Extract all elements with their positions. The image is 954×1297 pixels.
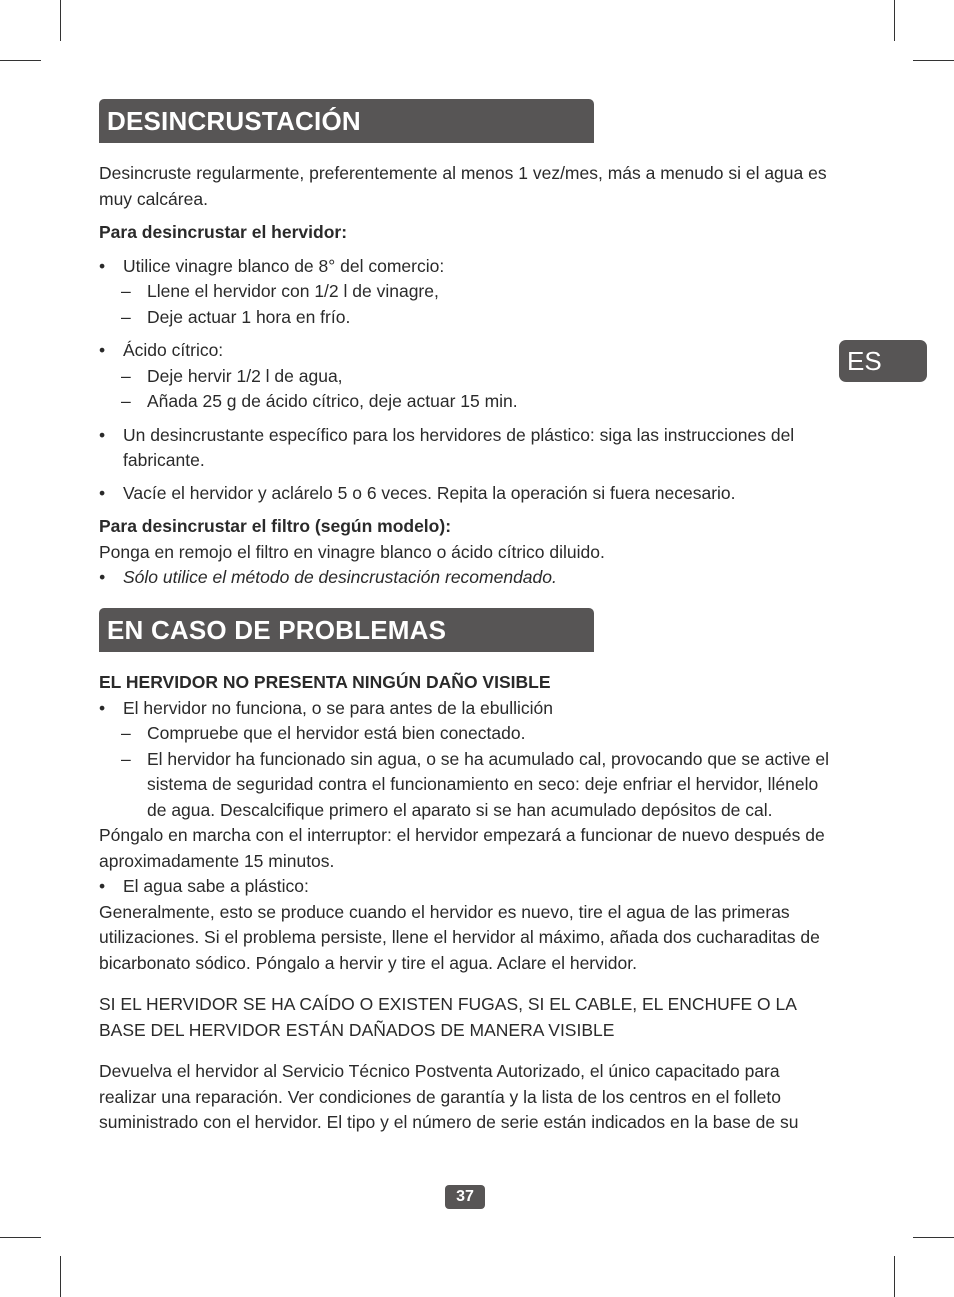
list-subitem: – Llene el hervidor con 1/2 l de vinagre, [99, 279, 837, 305]
crop-mark [0, 60, 41, 61]
dash-marker: – [121, 723, 131, 743]
list-item: • Ácido cítrico: [99, 338, 837, 364]
intro-paragraph: Desincruste regularmente, preferentemente al menos 1 vez/mes, más a menudo si el agua es muy calcárea. [99, 163, 827, 209]
dash-marker: – [121, 391, 131, 411]
crop-mark [894, 1256, 895, 1297]
list-subitem: – Deje actuar 1 hora en frío. [99, 305, 837, 331]
page-number: 37 [445, 1185, 485, 1209]
crop-mark [60, 0, 61, 41]
list-item: • Vacíe el hervidor y aclárelo 5 o 6 veces. Repita la operación si fuera necesario. [99, 481, 837, 507]
list-subitem: – Añada 25 g de ácido cítrico, deje actuar 15 min. [99, 389, 837, 415]
paragraph: Generalmente, esto se produce cuando el hervidor es nuevo, tire el agua de las primeras utilizaciones. Si el problema persiste, llene el hervidor al máximo, añada dos cucharaditas de bicarbonato sódico. Póngalo a hervir y tire el agua. Aclare el hervidor. [99, 901, 820, 973]
dash-marker: – [121, 306, 131, 327]
crop-mark [913, 1237, 954, 1238]
bullet-marker: • [99, 876, 106, 896]
kettle-heading: Para desincrustar el hervidor: [99, 222, 348, 242]
list-item: • El hervidor no funciona, o se para antes de la ebullición [99, 696, 837, 722]
bullet-marker: • [99, 567, 106, 587]
bullet-marker: • [99, 697, 106, 718]
subheading-no-damage: EL HERVIDOR NO PRESENTA NINGÚN DAÑO VISIBLE [99, 672, 551, 692]
list-item: • Utilice vinagre blanco de 8° del comercio: [99, 254, 837, 280]
dash-marker: – [121, 748, 131, 769]
dash-marker: – [121, 281, 131, 301]
list-item: • Un desincrustante específico para los hervidores de plástico: siga las instrucciones del fabricante. [99, 424, 795, 470]
bullet-marker: • [99, 424, 106, 445]
troubleshooting-content [99, 670, 837, 1136]
paragraph: Devuelva el hervidor al Servicio Técnico Postventa Autorizado, el único capacitado para realizar una reparación. Ver condiciones de garantía y la lista de los centros en el folleto suministrado con el hervidor. El tipo y el número de serie están indicados en la base de su [99, 1061, 799, 1132]
paragraph: Póngalo en marcha con el interruptor: el hervidor empezará a funcionar de nuevo después de aproximadamente 15 minutos. [99, 825, 825, 871]
crop-mark [0, 1237, 41, 1238]
bullet-marker: • [99, 255, 106, 276]
list-subitem: – Deje hervir 1/2 l de agua, [99, 364, 837, 390]
note-item: • Sólo utilice el método de desincrustación recomendado. [99, 565, 837, 591]
dash-marker: – [121, 365, 131, 386]
section-title-troubleshooting: EN CASO DE PROBLEMAS [99, 608, 594, 652]
crop-mark [60, 1256, 61, 1297]
filter-heading: Para desincrustar el filtro (según modelo): [99, 516, 452, 536]
list-item: • El agua sabe a plástico: [99, 874, 837, 900]
filter-paragraph: Ponga en remojo el filtro en vinagre blanco o ácido cítrico diluido. [99, 541, 605, 562]
language-tab: ES [839, 340, 927, 382]
descaling-content [99, 161, 837, 591]
crop-mark [913, 60, 954, 61]
crop-mark [894, 0, 895, 41]
subheading-damaged: SI EL HERVIDOR SE HA CAÍDO O EXISTEN FUGAS, SI EL CABLE, EL ENCHUFE O LA BASE DEL HERVIDOR ESTÁN DAÑADOS DE MANERA VISIBLE [99, 994, 796, 1040]
bullet-marker: • [99, 482, 106, 503]
list-subitem: – Compruebe que el hervidor está bien conectado. [99, 721, 837, 747]
section-title-descaling: DESINCRUSTACIÓN [99, 99, 594, 143]
list-subitem: – El hervidor ha funcionado sin agua, o se ha acumulado cal, provocando que se active el sistema de seguridad contra el funcionamiento en seco: deje enfriar el hervidor, llénelo de agua. Descalcifique primero el aparato si se han acumulado depósitos de cal. [121, 748, 829, 820]
bullet-marker: • [99, 340, 106, 360]
